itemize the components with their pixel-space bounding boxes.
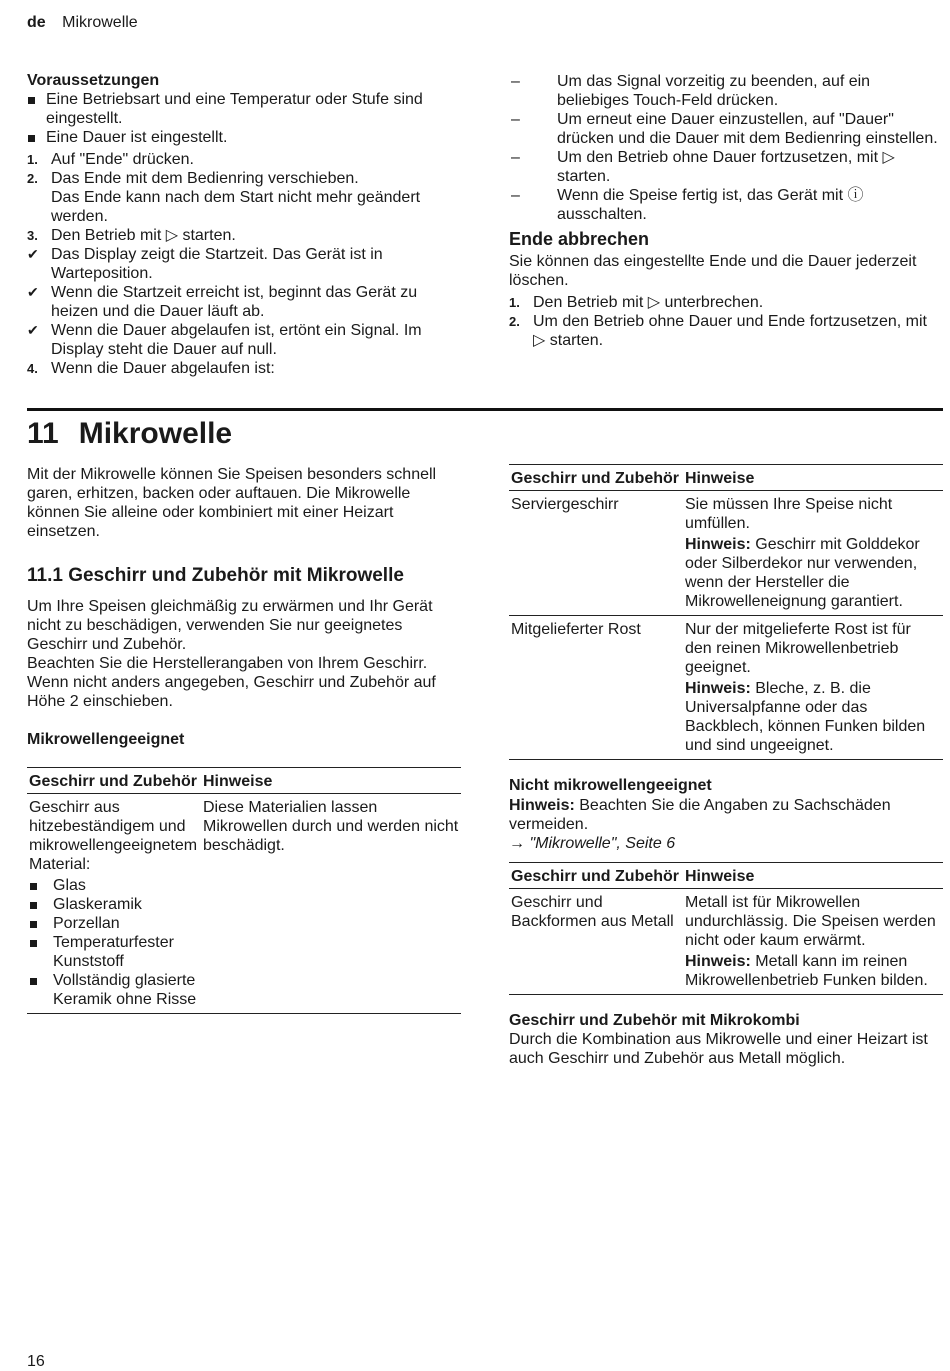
list-item: Eine Betriebsart und eine Temperatur oder Stufe sind eingestellt. <box>27 90 467 128</box>
table-cell: Serviergeschirr <box>511 496 619 513</box>
table-row <box>509 616 943 760</box>
hint-paragraph: Hinweis: Beachten Sie die Angaben zu Sachschäden vermeiden. <box>509 797 891 833</box>
nicht-geeignet-heading: Nicht mikrowellengeeignet <box>509 777 712 794</box>
section-paragraph: Wenn nicht anders angegeben, Geschirr und Zubehör auf Höhe 2 einschieben. <box>27 674 436 710</box>
page-header <box>27 13 138 32</box>
table-cell: Mitgelieferter Rost <box>511 621 641 638</box>
list-item: – Um erneut eine Dauer einzustellen, auf "Dauer" drücken und die Dauer mit dem Bedienring einstellen. <box>511 111 938 147</box>
table-cell: Geschirr aus hitzebeständigem und mikrowellengeeignetem Material: Glas Glaskeramik Porzellan Temperaturfester Kunststoff Vollständig glasierte Keramik ohne Risse <box>29 799 198 1008</box>
section-paragraph: Um Ihre Speisen gleichmäßig zu erwärmen und Ihr Gerät nicht zu beschädigen, verwenden Sie nur geeignetes Geschirr und Zubehör. <box>27 598 433 653</box>
table-cell: Diese Materialien lassen Mikrowellen durch und werden nicht beschädigt. <box>203 799 459 854</box>
table-row <box>27 794 461 1014</box>
list-item: ✔ Wenn die Startzeit erreicht ist, beginnt das Gerät zu heizen und die Dauer läuft ab. <box>27 284 418 320</box>
list-item: Vollständig glasierte Keramik ohne Risse <box>29 971 199 1009</box>
ende-steps-list <box>509 293 939 350</box>
chapter-title: Mikrowelle <box>78 417 233 450</box>
list-item: Eine Dauer ist eingestellt. <box>27 128 467 147</box>
table-header-row <box>509 465 943 491</box>
table-not-suitable <box>509 862 943 995</box>
list-item: 3. Den Betrieb mit ▷ starten. <box>27 227 236 244</box>
header-title: Mikrowelle <box>62 14 138 31</box>
section-paragraph: Beachten Sie die Herstellerangaben von Ihrem Geschirr. <box>27 655 428 672</box>
prerequisites-list <box>27 90 467 147</box>
list-item: 1. Auf "Ende" drücken. <box>27 151 194 168</box>
table-cell: Nur der mitgelieferte Rost ist für den reinen Mikrowellenbetrieb geeignet. Hinweis: Bleche, z. B. die Universalpfanne oder das Backblech, können Funken bilden und sind ungeeignet. <box>685 621 926 754</box>
dash-list <box>509 72 939 224</box>
cross-reference-link[interactable]: → "Mikrowelle", Seite 6 <box>509 835 676 852</box>
mikrokombi-heading: Geschirr und Zubehör mit Mikrokombi <box>509 1012 800 1029</box>
list-item: ✔ Das Display zeigt die Startzeit. Das Gerät ist in Warteposition. <box>27 246 383 282</box>
table-header-row <box>27 768 461 794</box>
column-header: Geschirr und Zubehör <box>511 470 680 487</box>
list-item: 1. Den Betrieb mit ▷ unterbrechen. <box>509 294 764 311</box>
table-row <box>509 491 943 616</box>
chapter-intro: Mit der Mikrowelle können Sie Speisen besonders schnell garen, erhitzen, backen oder auftauen. Die Mikrowelle können Sie alleine oder kombiniert mit einer Heizart einsetzen. <box>27 466 437 540</box>
table-cell: Geschirr und Backformen aus Metall <box>511 894 674 930</box>
right-bottom-column <box>509 464 943 1068</box>
list-item: – Wenn die Speise fertig ist, das Gerät mit ⓘ ausschalten. <box>511 187 864 223</box>
table-row <box>509 889 943 995</box>
list-item: 2. Um den Betrieb ohne Dauer und Ende fortzusetzen, mit ▷ starten. <box>509 313 927 349</box>
table-serving-dishes <box>509 464 943 760</box>
section-heading: 11.1 Geschirr und Zubehör mit Mikrowelle <box>27 565 404 586</box>
table-header-row <box>509 863 943 889</box>
steps-list <box>27 150 467 378</box>
right-top-column <box>509 71 939 350</box>
list-item: – Um das Signal vorzeitig zu beenden, auf ein beliebiges Touch-Feld drücken. <box>511 73 871 109</box>
column-header: Geschirr und Zubehör <box>511 868 680 885</box>
language-code: de <box>27 14 46 31</box>
list-item: ✔ Wenn die Dauer abgelaufen ist, ertönt ein Signal. Im Display steht die Dauer auf null. <box>27 322 422 358</box>
mikrokombi-text: Durch die Kombination aus Mikrowelle und einer Heizart ist auch Geschirr und Zubehör aus Metall möglich. <box>509 1031 928 1067</box>
table-cell: Sie müssen Ihre Speise nicht umfüllen. Hinweis: Geschirr mit Golddekor oder Silberdekor nur verwenden, wenn der Hersteller die Mikrowelleneignung garantiert. <box>685 496 920 610</box>
table-cell: Metall ist für Mikrowellen undurchlässig. Die Speisen werden nicht oder kaum erwärmt. Hinweis: Metall kann im reinen Mikrowellenbetrieb Funken bilden. <box>685 894 936 989</box>
ende-intro: Sie können das eingestellte Ende und die Dauer jederzeit löschen. <box>509 253 917 289</box>
list-item: 4. Wenn die Dauer abgelaufen ist: <box>27 360 275 377</box>
column-header: Geschirr und Zubehör <box>29 773 198 790</box>
left-bottom-column <box>27 465 459 749</box>
list-item: Glaskeramik <box>29 895 199 914</box>
chapter-rule <box>27 408 943 411</box>
chapter-heading <box>27 417 232 451</box>
page-number: 16 <box>27 1353 45 1370</box>
list-item: 2. Das Ende mit dem Bedienring verschieben. Das Ende kann nach dem Start nicht mehr geändert werden. <box>27 170 421 225</box>
geeignet-heading: Mikrowellengeeignet <box>27 731 185 748</box>
chapter-number: 11 <box>27 417 59 450</box>
prerequisites-heading: Voraussetzungen <box>27 72 160 89</box>
list-item: Porzellan <box>29 914 199 933</box>
ende-abbrechen-heading: Ende abbrechen <box>509 229 650 249</box>
list-item: – Um den Betrieb ohne Dauer fortzusetzen, mit ▷ starten. <box>511 149 895 185</box>
table-microwave-suitable <box>27 767 461 1014</box>
list-item: Glas <box>29 876 199 895</box>
list-item: Temperaturfester Kunststoff <box>29 933 199 971</box>
column-header: Hinweise <box>203 773 273 790</box>
column-header: Hinweise <box>685 470 755 487</box>
left-top-column <box>27 71 467 378</box>
column-header: Hinweise <box>685 868 755 885</box>
